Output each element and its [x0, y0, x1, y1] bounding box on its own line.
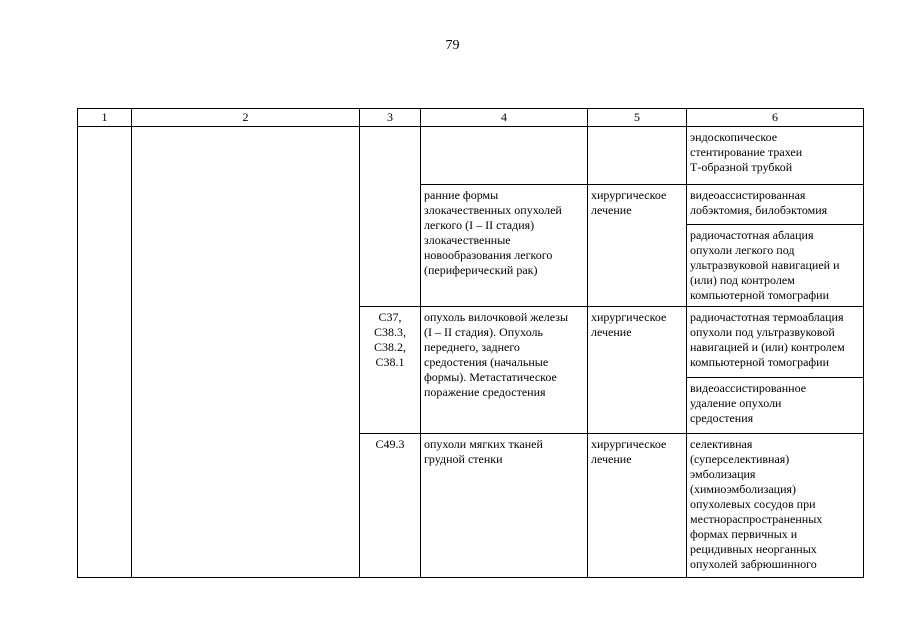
table-row	[78, 127, 864, 185]
column-5-cell	[588, 127, 687, 185]
page-number: 79	[445, 38, 460, 53]
column-header-3: 3	[360, 109, 421, 127]
treatment-type-cell: хирургическое лечение	[588, 434, 687, 578]
column-2-cell	[132, 127, 360, 578]
icd-codes-cell: C37, C38.3, C38.2, C38.1	[360, 307, 421, 434]
diagnosis-cell: опухоли мягких тканей грудной стенки	[421, 434, 588, 578]
diagnosis-cell: ранние формы злокачественных опухолей легкого (I – II стадия) злокачественные новообразования легкого (периферический рак)	[421, 185, 588, 307]
column-header-4: 4	[421, 109, 588, 127]
icd-codes-cell: C49.3	[360, 434, 421, 578]
column-header-2: 2	[132, 109, 360, 127]
column-4-cell	[421, 127, 588, 185]
procedure-cell: эндоскопическое стентирование трахеи Т-образной трубкой	[687, 127, 864, 185]
column-header-1: 1	[78, 109, 132, 127]
column-3-cell	[360, 127, 421, 307]
column-header-5: 5	[588, 109, 687, 127]
treatment-type-cell: хирургическое лечение	[588, 185, 687, 307]
table-header-row	[78, 109, 864, 127]
procedure-cell: радиочастотная аблация опухоли легкого под ультразвуковой навигацией и (или) под контролем компьютерной томографии	[687, 225, 864, 307]
column-1-cell	[78, 127, 132, 578]
treatment-type-cell: хирургическое лечение	[588, 307, 687, 434]
procedure-cell: радиочастотная термоаблация опухоли под ультразвуковой навигацией и (или) контролем компьютерной томографии	[687, 307, 864, 378]
procedure-cell: видеоассистированное удаление опухоли средостения	[687, 378, 864, 434]
procedure-cell: видеоассистированная лобэктомия, билобэктомия	[687, 185, 864, 225]
procedure-cell: селективная (суперселективная) эмболизация (химиоэмболизация) опухолевых сосудов при местнораспространенных формах первичных и рецидивных неорганных опухолей забрюшинного	[687, 434, 864, 578]
column-header-6: 6	[687, 109, 864, 127]
procedures-table	[77, 108, 864, 578]
diagnosis-cell: опухоль вилочковой железы (I – II стадия). Опухоль переднего, заднего средостения (начальные формы). Метастатическое поражение средостения	[421, 307, 588, 434]
